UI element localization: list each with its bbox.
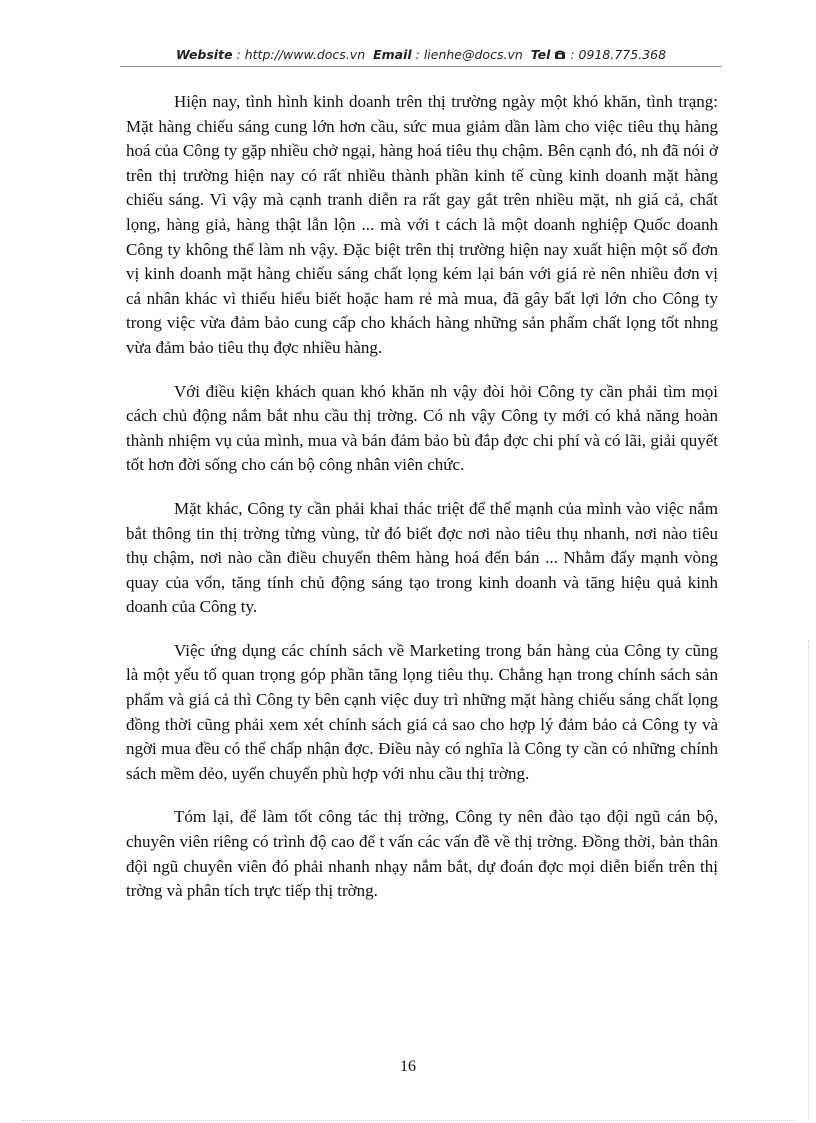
paragraph: Tóm lại, để làm tốt công tác thị trờng, Công ty nên đào tạo đội ngũ cán bộ, chuyên viên riêng có trình độ cao để t vấn các vấn đề về thị trờng. Đồng thời, bản thân đội ngũ chuyên viên đó phải nhanh nhạy nắm bắt, dự đoán đợc mọi diễn biến trên thị trờng và phân tích trực tiếp thị trờng. bbox=[126, 807, 718, 901]
paragraph: Với điều kiện khách quan khó khăn nh vậy đòi hỏi Công ty cần phải tìm mọi cách chủ động nắm bắt nhu cầu thị trờng. Có nh vậy Công ty mới có khả năng hoàn thành nhiệm vụ của mình, mua và bán đảm bảo bù đắp đợc chi phí và có lãi, giải quyết tốt hơn đời sống cho cán bộ công nhân viên chức. bbox=[126, 381, 718, 475]
page-header bbox=[120, 47, 722, 62]
page-border-bottom bbox=[22, 1120, 794, 1121]
page-number: 16 bbox=[400, 1058, 416, 1075]
tel-label: Tel bbox=[530, 47, 551, 62]
website-value: : http://www.docs.vn bbox=[236, 47, 366, 62]
header-divider bbox=[120, 66, 722, 67]
website-label: Website bbox=[175, 47, 233, 62]
paragraph: Việc ứng dụng các chính sách về Marketing trong bán hàng của Công ty cũng là một yếu tố quan trọng góp phần tăng lọng tiêu thụ. Chẳng hạn trong chính sách sản phẩm và giá cả thì Công ty bên cạnh việc duy trì những mặt hàng chiếu sáng chất lọng đồng thời cũng phải xem xét chính sách giá cả sao cho hợp lý đảm bảo cả Công ty và ngời mua đều có thể chấp nhận đợc. Điều này có nghĩa là Công ty cần có những chính sách mềm dẻo, uyển chuyển phù hợp với nhu cầu thị trờng. bbox=[126, 640, 718, 783]
tel-value: : 0918.775.368 bbox=[570, 47, 667, 62]
email-label: Email bbox=[373, 47, 412, 62]
phone-icon bbox=[554, 47, 570, 62]
page-border-right bbox=[808, 640, 809, 1120]
document-body bbox=[126, 90, 718, 923]
paragraph: Hiện nay, tình hình kinh doanh trên thị trường ngày một khó khăn, tình trạng: Mặt hàng chiếu sáng cung lớn hơn cầu, sức mua giảm dần làm cho việc tiêu thụ hàng hoá của Công ty gặp nhiều chở ngại, hàng hoá tiêu thụ chậm. Bên cạnh đó, nh đã nói ở trên thị trường hiện nay có rất nhiều thành phần kinh tế cùng kinh doanh mặt hàng chiếu sáng. Vì vậy mà cạnh tranh diễn ra rất gay gắt trên nhiều mặt, nh giá cả, chất lọng, hàng giả, hàng thật lẫn lộn ... mà với t cách là một doanh nghiệp Quốc doanh Công ty không thể làm nh vậy. Đặc biệt trên thị trường hiện nay xuất hiện một số đơn vị kinh doanh mặt hàng chiếu sáng chất lọng kém lại bán với giá rẻ nên nhiều đơn vị cá nhân khác vì thiếu hiểu biết hoặc ham rẻ mà mua, đã gây bất lợi lớn cho Công ty trong việc vừa đảm bảo cung cấp cho khách hàng những sản phẩm chất lọng tốt nhng vừa đảm bảo tiêu thụ đợc nhiều hàng. bbox=[126, 92, 718, 357]
paragraph: Mặt khác, Công ty cần phải khai thác triệt để thế mạnh của mình vào việc nắm bắt thông tin thị trờng từng vùng, từ đó biết đợc nơi nào tiêu thụ nhanh, nơi nào tiêu thụ chậm, nơi nào cần điều chuyển thêm hàng hoá đến bán ... Nhằm đẩy mạnh vòng quay của vốn, tăng tính chủ động sáng tạo trong kinh doanh và tăng hiệu quả kinh doanh của Công ty. bbox=[126, 498, 718, 617]
email-value: : lienhe@docs.vn bbox=[415, 47, 523, 62]
